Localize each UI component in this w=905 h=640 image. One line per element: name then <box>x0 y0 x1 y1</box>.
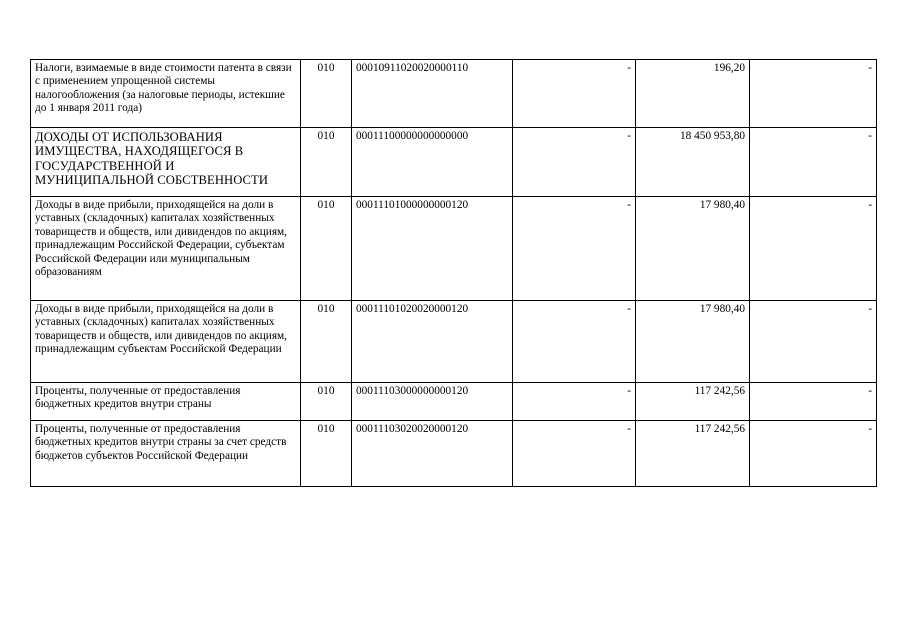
row-line-code-cell: 010 <box>301 197 352 301</box>
row-line-code-cell: 010 <box>301 60 352 128</box>
table-row <box>31 128 877 197</box>
row-classification-code-cell: 00011101000000000120 <box>352 197 513 301</box>
row-classification-code-cell: 00011103020020000120 <box>352 421 513 487</box>
row-name-cell: Проценты, полученные от предоставления бюджетных кредитов внутри страны <box>31 383 301 421</box>
row-approved-cell: - <box>513 197 636 301</box>
row-name-cell: Налоги, взимаемые в виде стоимости патента в связи с применением упрощенной системы налогообложения (за налоговые периоды, истекшие до 1 января 2011 года) <box>31 60 301 128</box>
row-name-cell: Проценты, полученные от предоставления бюджетных кредитов внутри страны за счет средств бюджетов субъектов Российской Федерации <box>31 421 301 487</box>
table-row <box>31 421 877 487</box>
table-row <box>31 197 877 301</box>
table-row <box>31 60 877 128</box>
row-line-code-cell: 010 <box>301 383 352 421</box>
row-approved-cell: - <box>513 301 636 383</box>
row-line-code-cell: 010 <box>301 128 352 197</box>
budget-revenue-table <box>30 59 877 487</box>
row-executed-cell: 17 980,40 <box>636 197 750 301</box>
row-classification-code-cell: 00011100000000000000 <box>352 128 513 197</box>
row-line-code-cell: 010 <box>301 421 352 487</box>
row-unexecuted-cell: - <box>750 197 877 301</box>
row-approved-cell: - <box>513 383 636 421</box>
row-executed-cell: 117 242,56 <box>636 421 750 487</box>
row-executed-cell: 18 450 953,80 <box>636 128 750 197</box>
row-approved-cell: - <box>513 421 636 487</box>
row-classification-code-cell: 00010911020020000110 <box>352 60 513 128</box>
row-executed-cell: 17 980,40 <box>636 301 750 383</box>
row-approved-cell: - <box>513 60 636 128</box>
row-executed-cell: 117 242,56 <box>636 383 750 421</box>
row-unexecuted-cell: - <box>750 128 877 197</box>
row-unexecuted-cell: - <box>750 60 877 128</box>
row-classification-code-cell: 00011101020020000120 <box>352 301 513 383</box>
row-line-code-cell: 010 <box>301 301 352 383</box>
row-executed-cell: 196,20 <box>636 60 750 128</box>
row-name-cell: Доходы в виде прибыли, приходящейся на доли в уставных (складочных) капиталах хозяйственных товариществ и обществ, или дивидендов по акциям, принадлежащим Российской Федерации, субъектам Российской Федерации или муниципальным образованиям <box>31 197 301 301</box>
row-name-cell: ДОХОДЫ ОТ ИСПОЛЬЗОВАНИЯ ИМУЩЕСТВА, НАХОДЯЩЕГОСЯ В ГОСУДАРСТВЕННОЙ И МУНИЦИПАЛЬНОЙ СОБСТВЕННОСТИ <box>31 128 301 197</box>
row-unexecuted-cell: - <box>750 421 877 487</box>
row-unexecuted-cell: - <box>750 301 877 383</box>
row-name-cell: Доходы в виде прибыли, приходящейся на доли в уставных (складочных) капиталах хозяйственных товариществ и обществ, или дивидендов по акциям, принадлежащим субъектам Российской Федерации <box>31 301 301 383</box>
row-unexecuted-cell: - <box>750 383 877 421</box>
table-row <box>31 301 877 383</box>
row-classification-code-cell: 00011103000000000120 <box>352 383 513 421</box>
table-row <box>31 383 877 421</box>
row-approved-cell: - <box>513 128 636 197</box>
